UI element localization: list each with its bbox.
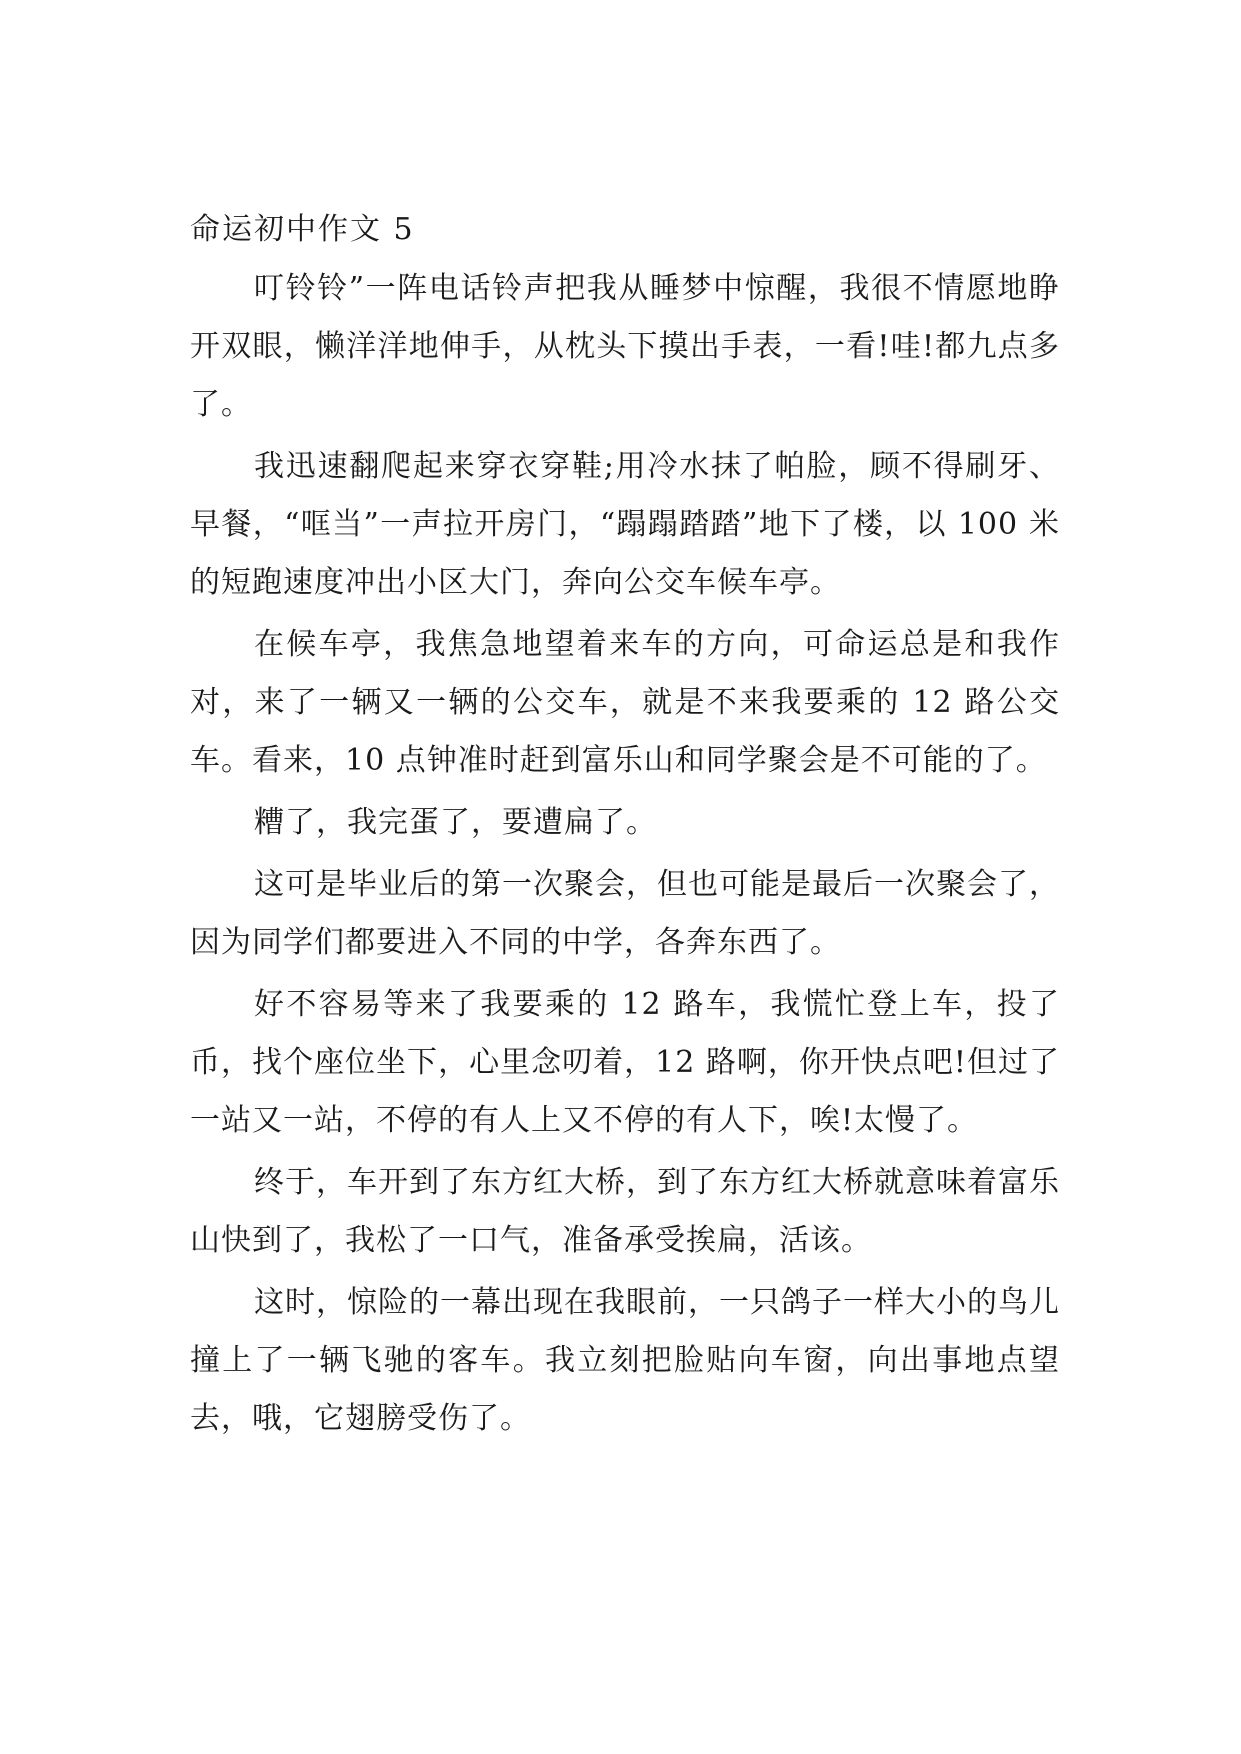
paragraph-8: 这时，惊险的一幕出现在我眼前，一只鸽子一样大小的鸟儿撞上了一辆飞驰的客车。我立刻把脸贴向车窗，向出事地点望去，哦，它翅膀受伤了。 bbox=[190, 1285, 1060, 1436]
paragraph-6: 好不容易等来了我要乘的 12 路车，我慌忙登上车，投了币，找个座位坐下，心里念叨着，12 路啊，你开快点吧!但过了一站又一站，不停的有人上又不停的有人下，唉!太慢了。 bbox=[190, 987, 1060, 1138]
document-title: 命运初中作文 5 bbox=[190, 212, 415, 247]
paragraph-1: 叮铃铃”一阵电话铃声把我从睡梦中惊醒，我很不情愿地睁开双眼，懒洋洋地伸手，从枕头下摸出手表，一看!哇!都九点多了。 bbox=[190, 271, 1060, 422]
paragraph-2: 我迅速翻爬起来穿衣穿鞋;用冷水抹了帕脸，顾不得刷牙、早餐，“哐当”一声拉开房门，“蹋蹋踏踏”地下了楼，以 100 米的短跑速度冲出小区大门，奔向公交车候车亭。 bbox=[190, 449, 1060, 600]
paragraph-3: 在候车亭，我焦急地望着来车的方向，可命运总是和我作对，来了一辆又一辆的公交车，就是不来我要乘的 12 路公交车。看来，10 点钟准时赶到富乐山和同学聚会是不可能的了。 bbox=[190, 627, 1060, 778]
paragraph-5: 这可是毕业后的第一次聚会，但也可能是最后一次聚会了，因为同学们都要进入不同的中学，各奔东西了。 bbox=[190, 867, 1060, 960]
paragraph-7: 终于，车开到了东方红大桥，到了东方红大桥就意味着富乐山快到了，我松了一口气，准备承受挨扁，活该。 bbox=[190, 1165, 1060, 1258]
document-body bbox=[190, 210, 1060, 1452]
paragraph-4: 糟了，我完蛋了，要遭扁了。 bbox=[254, 805, 657, 840]
